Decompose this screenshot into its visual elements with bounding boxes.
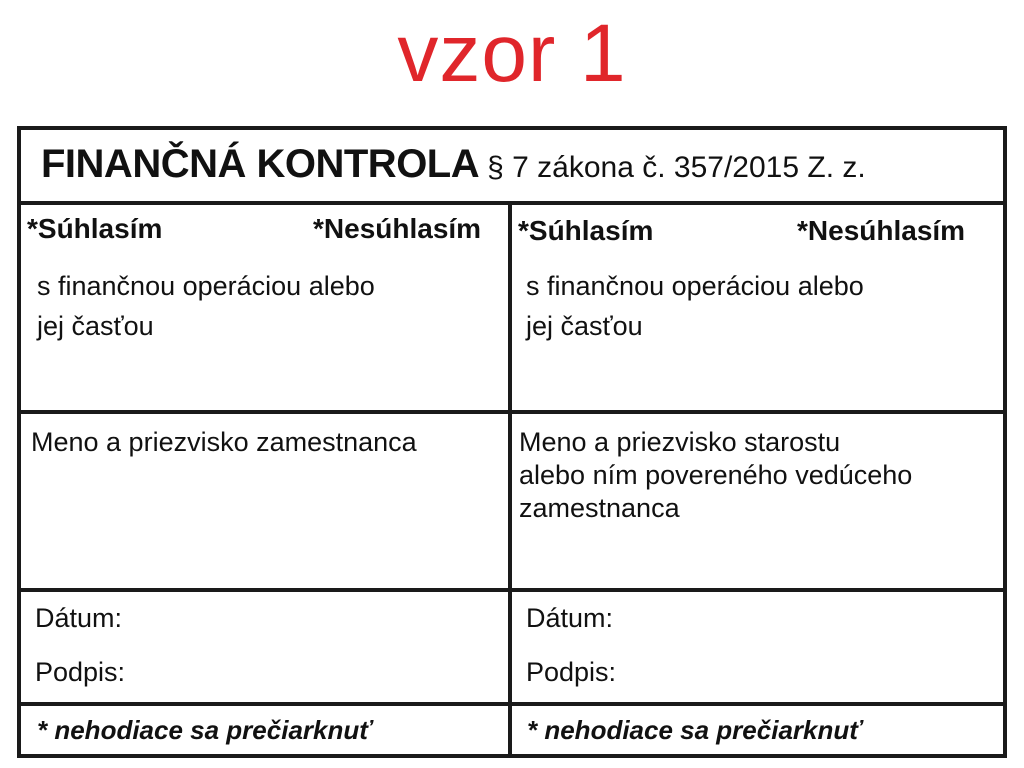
left-footnote: * nehodiace sa prečiarknuť [37,715,372,745]
right-disagree-label: *Nesúhlasím [797,215,966,246]
right-name-line1: Meno a priezvisko starostu [519,427,841,457]
stamp-title: vzor 1 [397,8,627,99]
right-agree-label: *Súhlasím [518,215,654,246]
header-reference: § 7 zákona č. 357/2015 Z. z. [487,151,866,184]
divider-sign [21,702,1003,706]
left-signature-label: Podpis: [35,657,126,687]
right-signature-label: Podpis: [526,657,617,687]
right-operation-line2: jej časťou [526,311,643,341]
right-name-line3: zamestnanca [519,493,680,523]
divider-name [21,588,1003,592]
divider-agree [21,410,1003,414]
left-name-label: Meno a priezvisko zamestnanca [31,427,417,457]
header [41,142,866,187]
header-main: FINANČNÁ KONTROLA [41,142,480,186]
divider-header [21,201,1003,205]
financial-control-stamp [17,126,1007,758]
left-date-label: Dátum: [35,603,123,633]
right-date-label: Dátum: [526,603,614,633]
left-agree-label: *Súhlasím [27,213,163,244]
left-disagree-label: *Nesúhlasím [313,213,482,244]
right-name-line2: alebo ním povereného vedúceho [519,460,913,490]
right-footnote: * nehodiace sa prečiarknuť [527,715,862,745]
divider-middle [508,201,512,758]
left-operation-line1: s finančnou operáciou alebo [37,271,375,301]
right-operation-line1: s finančnou operáciou alebo [526,271,864,301]
left-operation-line2: jej časťou [37,311,154,341]
